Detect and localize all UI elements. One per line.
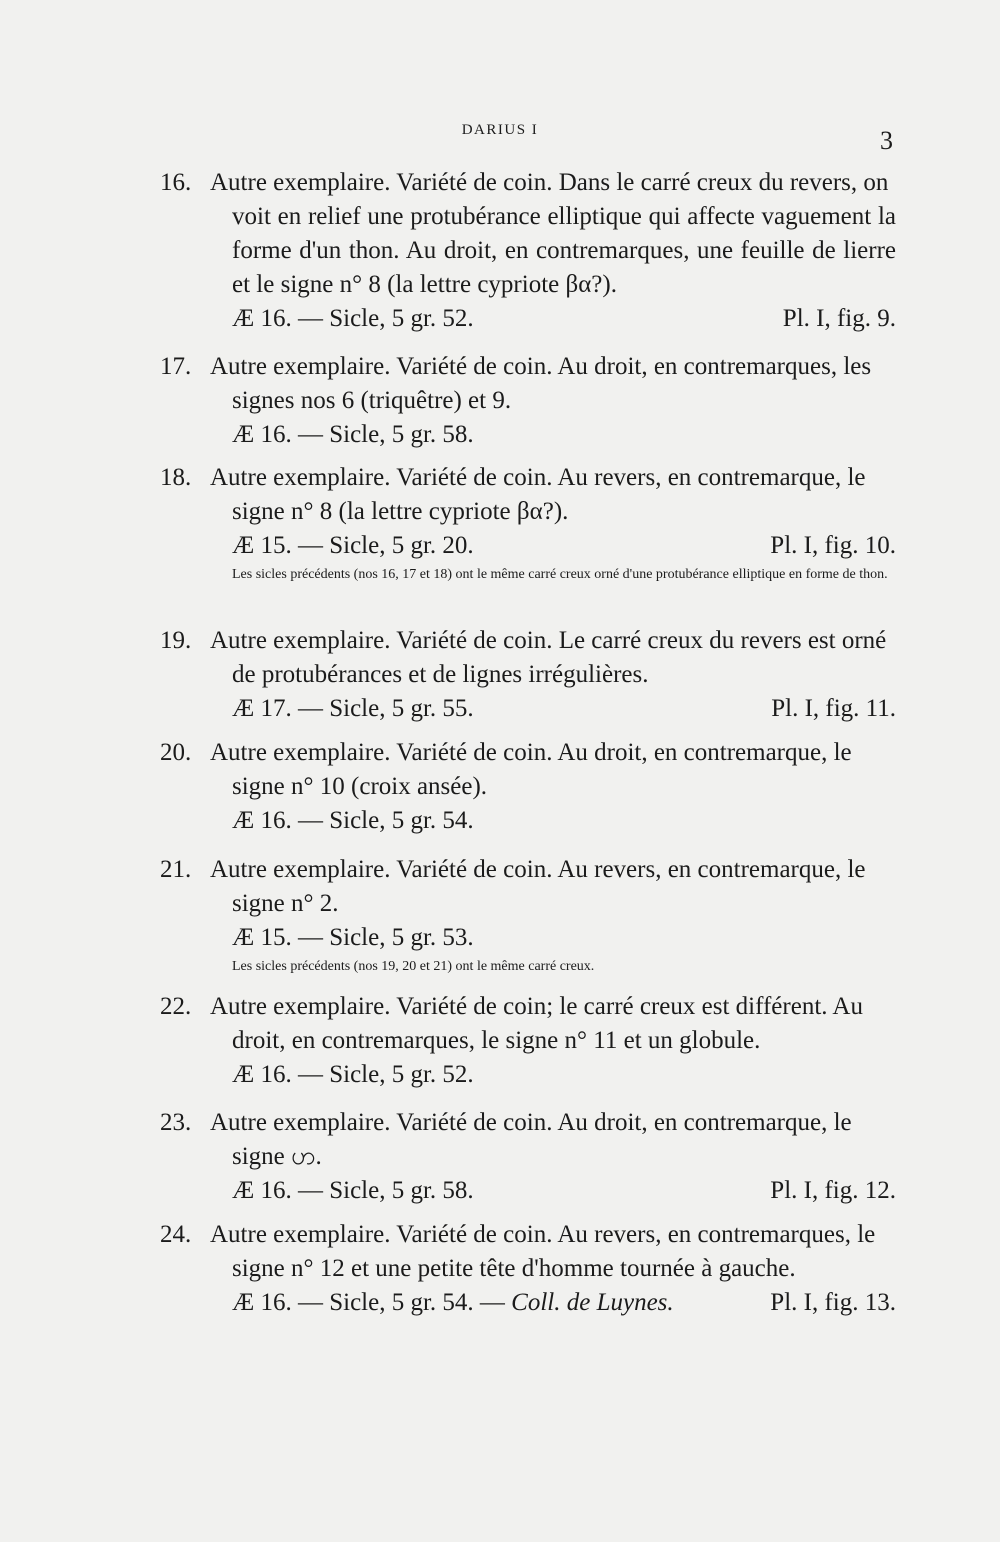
entry-detail: Æ 16. — Sicle, 5 gr. 58. (232, 421, 474, 448)
entry-number: 19. (160, 627, 192, 654)
entry-detail-line (210, 1286, 896, 1320)
entry-text-rest: signe ဟ. (232, 1143, 322, 1170)
entry-detail: Æ 16. — Sicle, 5 gr. 54. (232, 807, 474, 834)
entry-text-first: Autre exemplaire. Variété de coin. Le carré creux du revers est orné (210, 627, 887, 654)
plate-reference: Pl. I, fig. 11. (771, 695, 896, 722)
entry-text-first: Autre exemplaire. Variété de coin. Au droit, en contremarque, le (210, 1109, 852, 1136)
entry-text-first: Autre exemplaire. Variété de coin; le carré creux est différent. Au (210, 993, 863, 1020)
entry-text-first: Autre exemplaire. Variété de coin. Au revers, en contremarques, le (210, 1221, 876, 1248)
entry-text-rest: signe n° 12 et une petite tête d'homme tournée à gauche. (232, 1255, 796, 1282)
entry-number: 20. (160, 739, 192, 766)
entry-detail-line (210, 692, 896, 726)
footnote: Les sicles précédents (nos 16, 17 et 18) ont le même carré creux orné d'une protubérance elliptique en forme de thon. (232, 567, 888, 582)
entry-text-rest: droit, en contremarques, le signe n° 11 et un globule. (232, 1027, 761, 1054)
entry-number: 18. (160, 464, 192, 491)
entry-number: 21. (160, 856, 192, 883)
entry-detail: Æ 16. — Sicle, 5 gr. 54. — (232, 1289, 505, 1316)
collection-reference: Coll. de Luynes. (511, 1289, 674, 1316)
entry-number: 16. (160, 169, 192, 196)
entry-text-rest: de protubérances et de lignes irrégulières. (232, 661, 649, 688)
entry-detail-line (210, 302, 896, 336)
page-number: 3 (880, 126, 893, 155)
entry-text-first: Autre exemplaire. Variété de coin. Au droit, en contremarques, les (210, 353, 872, 380)
entry-text-first: Autre exemplaire. Variété de coin. Au revers, en contremarque, le (210, 856, 866, 883)
entry-number: 23. (160, 1109, 192, 1136)
running-head: DARIUS I (461, 122, 539, 138)
entry-text-first: Autre exemplaire. Variété de coin. Dans le carré creux du revers, on (210, 169, 889, 196)
entry-detail-line (210, 804, 896, 838)
entry-detail-line (210, 418, 896, 452)
footnote: Les sicles précédents (nos 19, 20 et 21) ont le même carré creux. (232, 959, 595, 974)
entry-detail: Æ 16. — Sicle, 5 gr. 52. (232, 305, 474, 332)
entry-number: 17. (160, 353, 192, 380)
entry-detail: Æ 15. — Sicle, 5 gr. 53. (232, 924, 474, 951)
entry-detail: Æ 17. — Sicle, 5 gr. 55. (232, 695, 474, 722)
entry-detail-line (210, 921, 896, 955)
entry-detail: Æ 16. — Sicle, 5 gr. 52. (232, 1061, 474, 1088)
entry-number: 24. (160, 1221, 192, 1248)
plate-reference: Pl. I, fig. 10. (770, 532, 896, 559)
entry-text-first: Autre exemplaire. Variété de coin. Au revers, en contremarque, le (210, 464, 866, 491)
entry-detail-line (210, 529, 896, 563)
entry-text-rest: voit en relief une protubérance elliptique qui affecte vaguement la forme d'un thon. Au droit, en contremarques, une feuille de lierre et le signe n° 8 (la lettre cypriote βα?). (232, 203, 896, 298)
plate-reference: Pl. I, fig. 12. (770, 1177, 896, 1204)
entry-text-rest: signe n° 10 (croix ansée). (232, 773, 488, 800)
plate-reference: Pl. I, fig. 9. (782, 305, 896, 332)
entry-detail: Æ 15. — Sicle, 5 gr. 20. (232, 532, 474, 559)
entry-detail-line (210, 1174, 896, 1208)
entry-detail-wrapper (232, 1286, 674, 1320)
entry-detail-line (210, 1058, 896, 1092)
plate-reference: Pl. I, fig. 13. (770, 1289, 896, 1316)
entry-text-first: Autre exemplaire. Variété de coin. Au droit, en contremarque, le (210, 739, 852, 766)
entry-text-rest: signe n° 2. (232, 890, 339, 917)
entry-number: 22. (160, 993, 192, 1020)
entry-detail: Æ 16. — Sicle, 5 gr. 58. (232, 1177, 474, 1204)
entry-text-rest: signe n° 8 (la lettre cypriote βα?). (232, 498, 569, 525)
entry-text-rest: signes nos 6 (triquêtre) et 9. (232, 387, 512, 414)
